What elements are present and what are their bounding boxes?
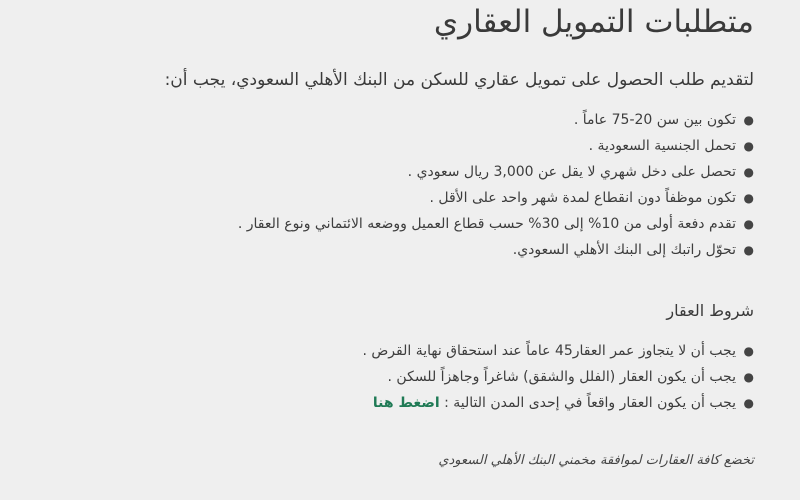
list-item	[238, 185, 754, 211]
list-item	[362, 364, 754, 390]
click-here-link[interactable]: اضغط هنا	[372, 395, 440, 411]
list-item	[362, 390, 754, 416]
bullet-icon: ●	[743, 243, 754, 257]
list-item	[238, 133, 754, 159]
list-item	[362, 338, 754, 364]
term-text: يجب أن يكون العقار (الفلل والشقق) شاغراً وجاهزاً للسكن .	[387, 369, 736, 385]
list-item	[238, 211, 754, 237]
requirement-text: تحوّل راتبك إلى البنك الأهلي السعودي.	[512, 242, 736, 258]
requirement-text: تقدم دفعة أولى من 10% إلى 30% حسب قطاع العميل ووضعه الائتماني ونوع العقار .	[237, 216, 736, 232]
bullet-icon: ●	[743, 344, 754, 358]
list-item	[238, 159, 754, 185]
bullet-icon: ●	[743, 370, 754, 384]
property-terms-list	[362, 338, 754, 416]
list-item	[238, 107, 754, 133]
requirement-text: تحمل الجنسية السعودية .	[588, 138, 736, 154]
term-text: يجب أن لا يتجاوز عمر العقار45 عاماً عند استحقاق نهاية القرض .	[362, 343, 736, 359]
page-title: متطلبات التمويل العقاري	[433, 4, 754, 40]
requirements-list	[238, 107, 754, 263]
requirement-text: تكون بين سن 20-75 عاماً .	[573, 112, 736, 128]
bullet-icon: ●	[743, 191, 754, 205]
requirement-text: تكون موظفاً دون انقطاع لمدة شهر واحد على الأقل .	[429, 190, 736, 206]
list-item	[238, 237, 754, 263]
bullet-icon: ●	[743, 396, 754, 410]
requirement-text: تحصل على دخل شهري لا يقل عن 3,000 ريال سعودي .	[407, 164, 736, 180]
bullet-icon: ●	[743, 113, 754, 127]
bullet-icon: ●	[743, 165, 754, 179]
footnote: تخضع كافة العقارات لموافقة مخمني البنك الأهلي السعودي	[438, 453, 754, 468]
bullet-icon: ●	[743, 139, 754, 153]
bullet-icon: ●	[743, 217, 754, 231]
intro-text: لتقديم طلب الحصول على تمويل عقاري للسكن من البنك الأهلي السعودي، يجب أن:	[164, 70, 754, 90]
term-text: يجب أن يكون العقار واقعاً في إحدى المدن التالية :	[444, 395, 736, 411]
property-terms-heading: شروط العقار	[666, 301, 754, 320]
